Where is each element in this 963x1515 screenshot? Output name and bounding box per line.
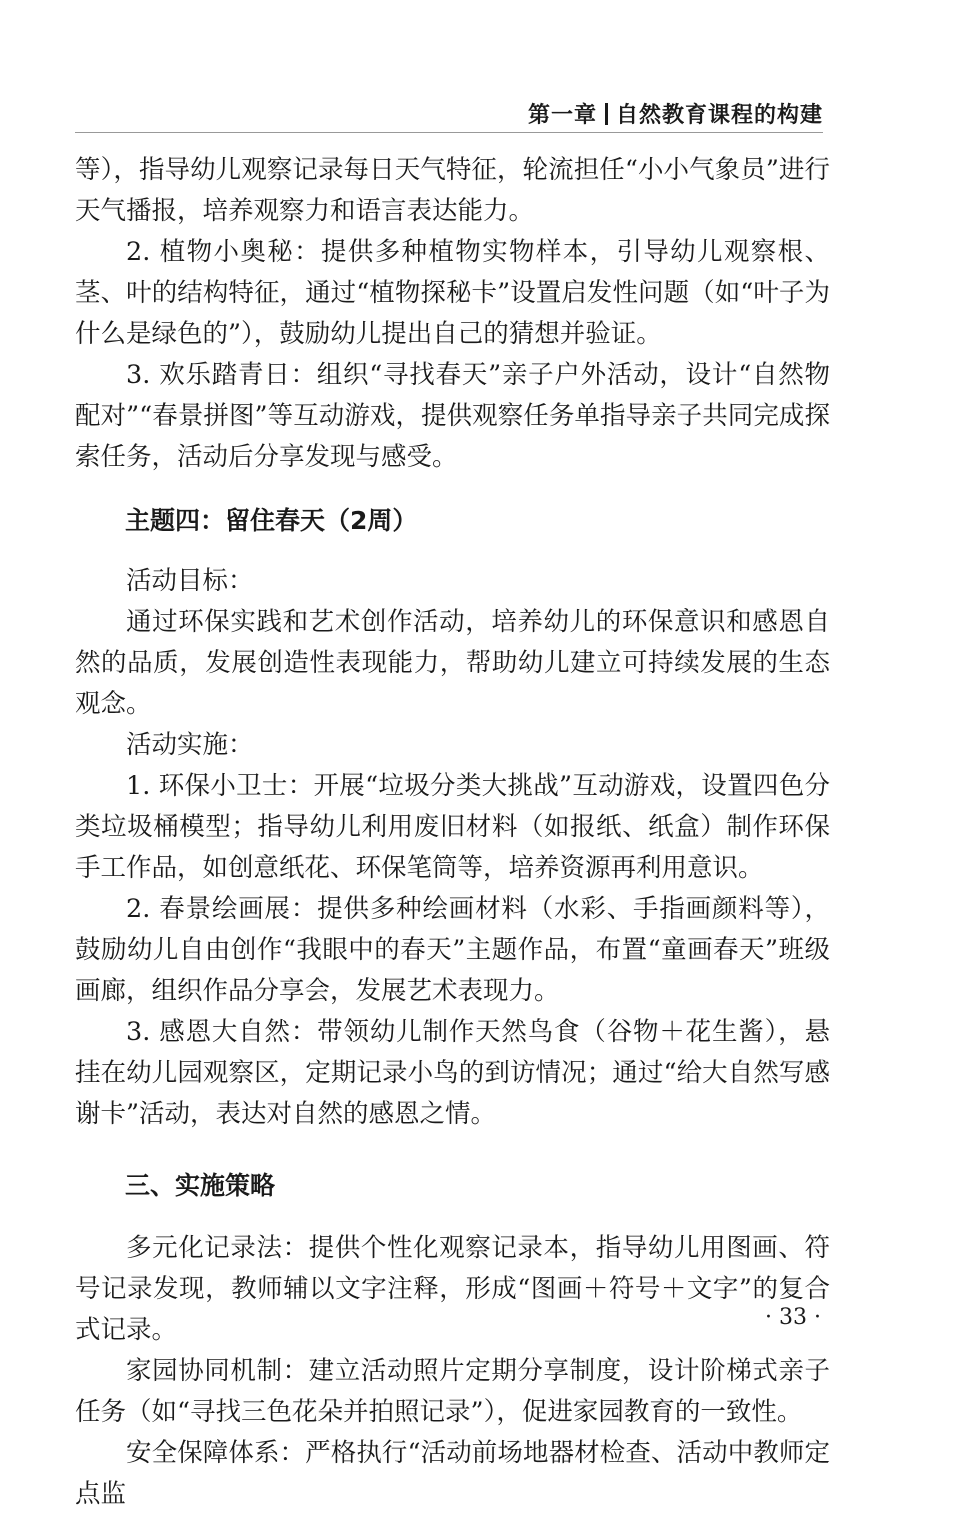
paragraph: 多元化记录法：提供个性化观察记录本，指导幼儿用图画、符号记录发现，教师辅以文字注释，形成“图画＋符号＋文字”的复合式记录。 xyxy=(75,1233,830,1345)
running-head xyxy=(528,98,823,129)
paragraph: 活动实施： xyxy=(126,730,254,760)
paragraph: 3. 感恩大自然：带领幼儿制作天然鸟食（谷物＋花生酱），悬挂在幼儿园观察区，定期记录小鸟的到访情况；通过“给大自然写感谢卡”活动，表达对自然的感恩之情。 xyxy=(75,1017,830,1129)
paragraph: 1. 环保小卫士：开展“垃圾分类大挑战”互动游戏，设置四色分类垃圾桶模型；指导幼儿利用废旧材料（如报纸、纸盒）制作环保手工作品，如创意纸花、环保笔筒等，培养资源再利用意识。 xyxy=(75,771,830,883)
chapter-title: 自然教育课程的构建 xyxy=(615,103,823,128)
page-number: · 33 · xyxy=(765,1305,821,1330)
paragraph: 3. 欢乐踏青日：组织“寻找春天”亲子户外活动，设计“自然物配对”“春景拼图”等互动游戏，提供观察任务单指导亲子共同完成探索任务，活动后分享发现与感受。 xyxy=(75,360,830,472)
theme-heading: 主题四：留住春天（2周） xyxy=(125,506,418,535)
chapter-label: 第一章 xyxy=(527,103,597,128)
paragraph: 活动目标： xyxy=(126,566,254,596)
paragraph: 等），指导幼儿观察记录每日天气特征，轮流担任“小小气象员”进行天气播报，培养观察力和语言表达能力。 xyxy=(75,155,830,226)
paragraph: 安全保障体系：严格执行“活动前场地器材检查、活动中教师定点监 xyxy=(75,1438,830,1509)
page-body xyxy=(75,150,830,1515)
header-rule xyxy=(75,132,823,133)
section-heading: 三、实施策略 xyxy=(125,1171,276,1200)
paragraph: 2. 植物小奥秘：提供多种植物实物样本，引导幼儿观察根、茎、叶的结构特征，通过“植物探秘卡”设置启发性问题（如“叶子为什么是绿色的”），鼓励幼儿提出自己的猜想并验证。 xyxy=(75,237,830,349)
paragraph: 2. 春景绘画展：提供多种绘画材料（水彩、手指画颜料等），鼓励幼儿自由创作“我眼中的春天”主题作品，布置“童画春天”班级画廊，组织作品分享会，发展艺术表现力。 xyxy=(75,894,830,1006)
paragraph: 通过环保实践和艺术创作活动，培养幼儿的环保意识和感恩自然的品质，发展创造性表现能力，帮助幼儿建立可持续发展的生态观念。 xyxy=(75,607,830,719)
paragraph: 家园协同机制：建立活动照片定期分享制度，设计阶梯式亲子任务（如“寻找三色花朵并拍照记录”），促进家园教育的一致性。 xyxy=(75,1356,830,1427)
running-head-divider xyxy=(605,103,608,125)
